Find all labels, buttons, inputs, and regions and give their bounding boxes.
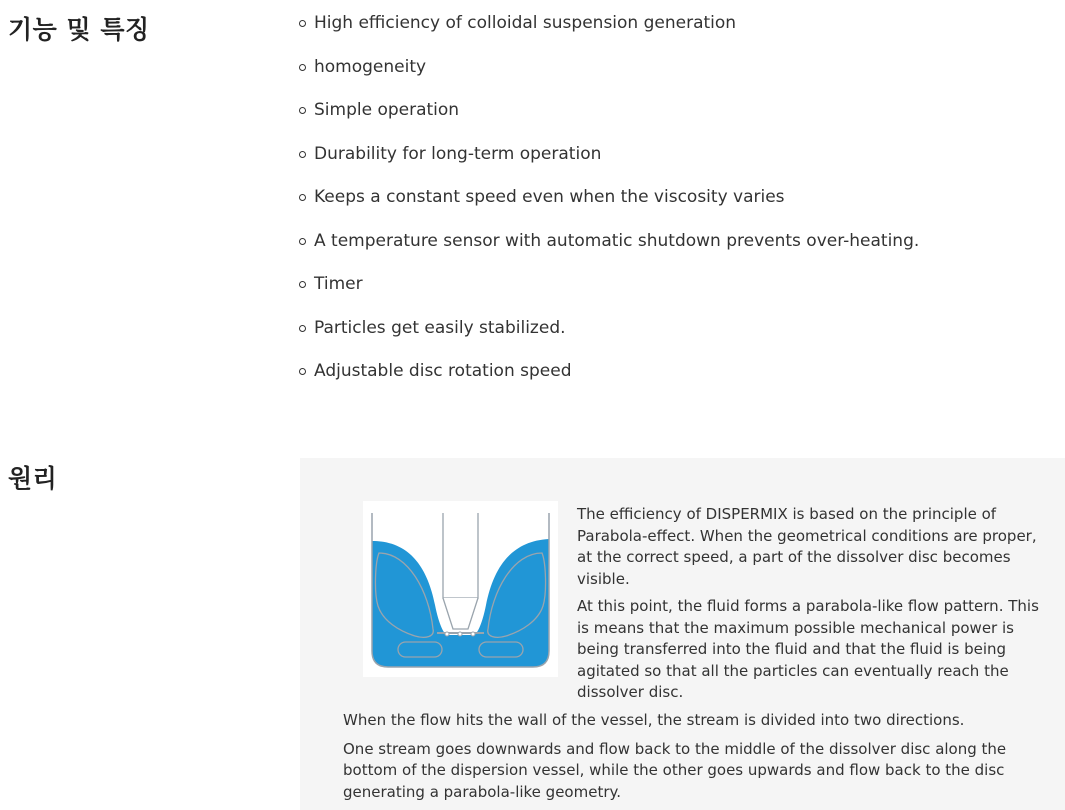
feature-item [299, 142, 919, 186]
feature-item [299, 98, 919, 142]
principle-paragraph: One stream goes downwards and flow back to the middle of the dissolver disc along the bottom of the dispersion vessel, while the other goes upwards and flow back to the disc generating a parabola-like geometry. [343, 739, 1007, 801]
parabola-effect-svg [363, 501, 558, 677]
feature-item [299, 359, 919, 403]
principle-text-side [577, 504, 1047, 710]
features-list [299, 11, 919, 403]
feature-item [299, 11, 919, 55]
feature-text: A temperature sensor with automatic shutdown prevents over-heating. [314, 230, 920, 251]
feature-item [299, 229, 919, 273]
features-heading: 기능 및 특징 [8, 15, 150, 44]
feature-item [299, 185, 919, 229]
feature-text: Durability for long-term operation [314, 143, 602, 164]
feature-item [299, 316, 919, 360]
principle-paragraph: The efficiency of DISPERMIX is based on the principle of Parabola-effect. When the geometrical conditions are proper, at the correct speed, a part of the dissolver disc becomes visible. [577, 505, 1037, 588]
circle-bullet-icon [299, 151, 306, 158]
circle-bullet-icon [299, 107, 306, 114]
circle-bullet-icon [299, 64, 306, 71]
circle-bullet-icon [299, 194, 306, 201]
feature-text: Keeps a constant speed even when the viscosity varies [314, 187, 785, 207]
principle-paragraph: At this point, the fluid forms a parabola-like flow pattern. This is means that the maximum possible mechanical power is being transferred into the fluid and that the fluid is being agitated so that all the particles can eventually reach the dissolver disc. [577, 597, 1039, 701]
parabola-effect-diagram [363, 501, 558, 677]
feature-text: Adjustable disc rotation speed [314, 361, 572, 381]
circle-bullet-icon [299, 20, 306, 27]
disc-tooth [458, 632, 462, 636]
feature-text: homogeneity [314, 56, 427, 77]
circle-bullet-icon [299, 368, 306, 375]
disc-tooth [445, 632, 449, 636]
feature-text: Timer [314, 274, 363, 294]
principle-panel [300, 458, 1065, 810]
feature-text: Simple operation [314, 100, 460, 120]
shaft-cone [443, 598, 478, 629]
principle-heading: 원리 [8, 464, 58, 493]
feature-text: High efficiency of colloidal suspension generation [314, 13, 737, 33]
disc-tooth [471, 632, 475, 636]
feature-text: Particles get easily stabilized. [314, 317, 566, 338]
feature-item [299, 272, 919, 316]
dissolver-shaft [443, 513, 478, 598]
principle-paragraph: When the flow hits the wall of the vessel, the stream is divided into two directions. [343, 711, 965, 729]
circle-bullet-icon [299, 281, 306, 288]
circle-bullet-icon [299, 238, 306, 245]
feature-item [299, 55, 919, 99]
circle-bullet-icon [299, 325, 306, 332]
principle-text-full [343, 710, 1048, 810]
